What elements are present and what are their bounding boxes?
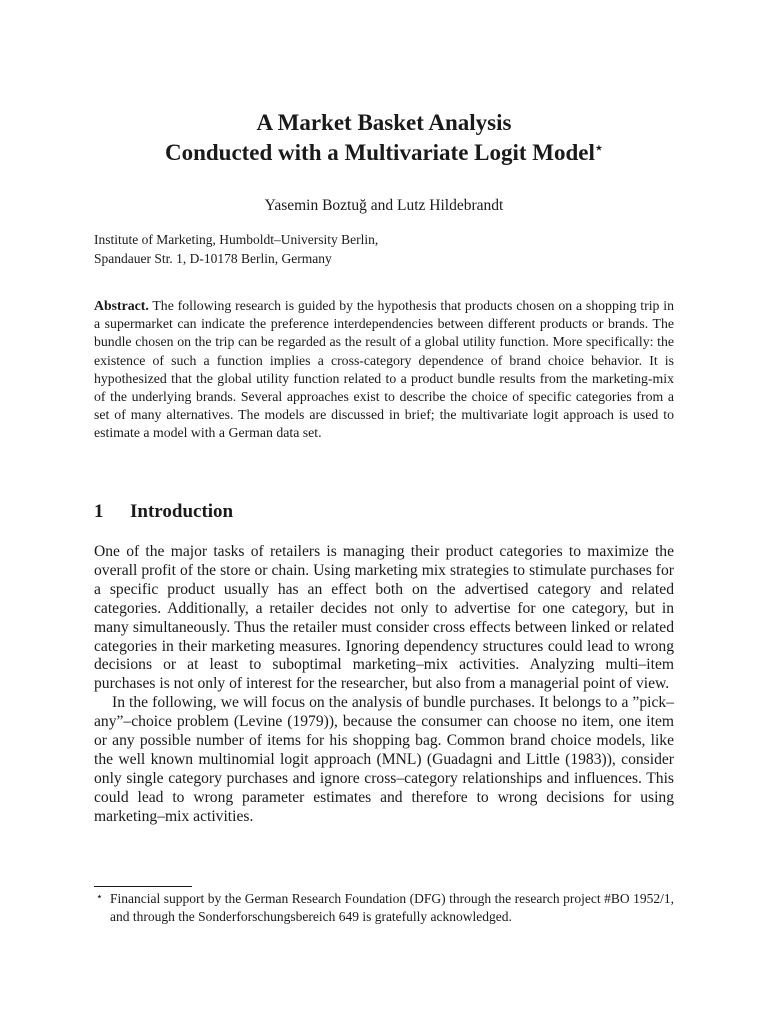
abstract	[94, 297, 674, 443]
affiliation-line-2: Spandauer Str. 1, D-10178 Berlin, Germany	[94, 251, 332, 266]
title-line-1: A Market Basket Analysis	[256, 110, 512, 135]
authors: Yasemin Boztuğ and Lutz Hildebrandt	[264, 197, 504, 214]
affiliation-line-1: Institute of Marketing, Humboldt–University Berlin,	[94, 232, 379, 247]
title-line-2-text: Conducted with a Multivariate Logit Model	[164, 140, 595, 165]
title-footnote-mark: ⋆	[594, 140, 604, 155]
title-line-2	[0, 138, 768, 168]
section-title: Introduction	[130, 501, 234, 522]
section-number: 1	[94, 501, 104, 522]
paper-title	[0, 108, 768, 168]
footnote	[94, 890, 674, 926]
paragraph-2: In the following, we will focus on the analysis of bundle purchases. It belongs to a ”pick–any”–choice problem (Levine (1979)), because the consumer can choose no item, one item or any possible number of items for his shopping bag. Common brand choice models, like the well known multinomial logit approach (MNL) (Guadagni and Little (1983)), consider only single category purchases and ignore cross–category relationships and influences. This could lead to wrong parameter estimates and therefore to wrong decisions for using marketing–mix activities.	[94, 694, 674, 825]
footnote-divider	[94, 886, 192, 887]
paragraph-1: One of the major tasks of retailers is managing their product categories to maximize the overall profit of the store or chain. Using marketing mix strategies to stimulate purchases for a specific product usually has an effect both on the advertised category and related categories. Additionally, a retailer decides not only to advertise for one category, but in many simultaneously. Thus the retailer must consider cross effects between linked or related categories in their marketing measures. Ignoring dependency structures could lead to wrong decisions or at least to suboptimal marketing–mix activities. Analyzing multi–item purchases is not only of interest for the researcher, but also from a managerial point of view.	[94, 543, 674, 693]
abstract-text: The following research is guided by the hypothesis that products chosen on a shopping trip in a supermarket can indicate the preference interdependencies between different products or brands. The bundle chosen on the trip can be regarded as the result of a global utility function. More specifically: the existence of such a function implies a cross-category dependence of brand choice behavior. It is hypothesized that the global utility function related to a product bundle results from the marketing-mix of the underlying brands. Several approaches exist to describe the choice of specific categories from a set of many alternatives. The models are discussed in brief; the multivariate logit approach is used to estimate a model with a German data set.	[94, 298, 675, 441]
section-heading-introduction	[94, 500, 233, 524]
section-body	[94, 543, 674, 827]
footnote-text: Financial support by the German Research Foundation (DFG) through the research project #BO 1952/1, and through the Sonderforschungsbereich 649 is gratefully acknowledged.	[110, 891, 674, 924]
footnote-mark: ⋆	[96, 891, 103, 903]
abstract-label: Abstract.	[94, 298, 149, 313]
affiliation	[94, 230, 378, 268]
